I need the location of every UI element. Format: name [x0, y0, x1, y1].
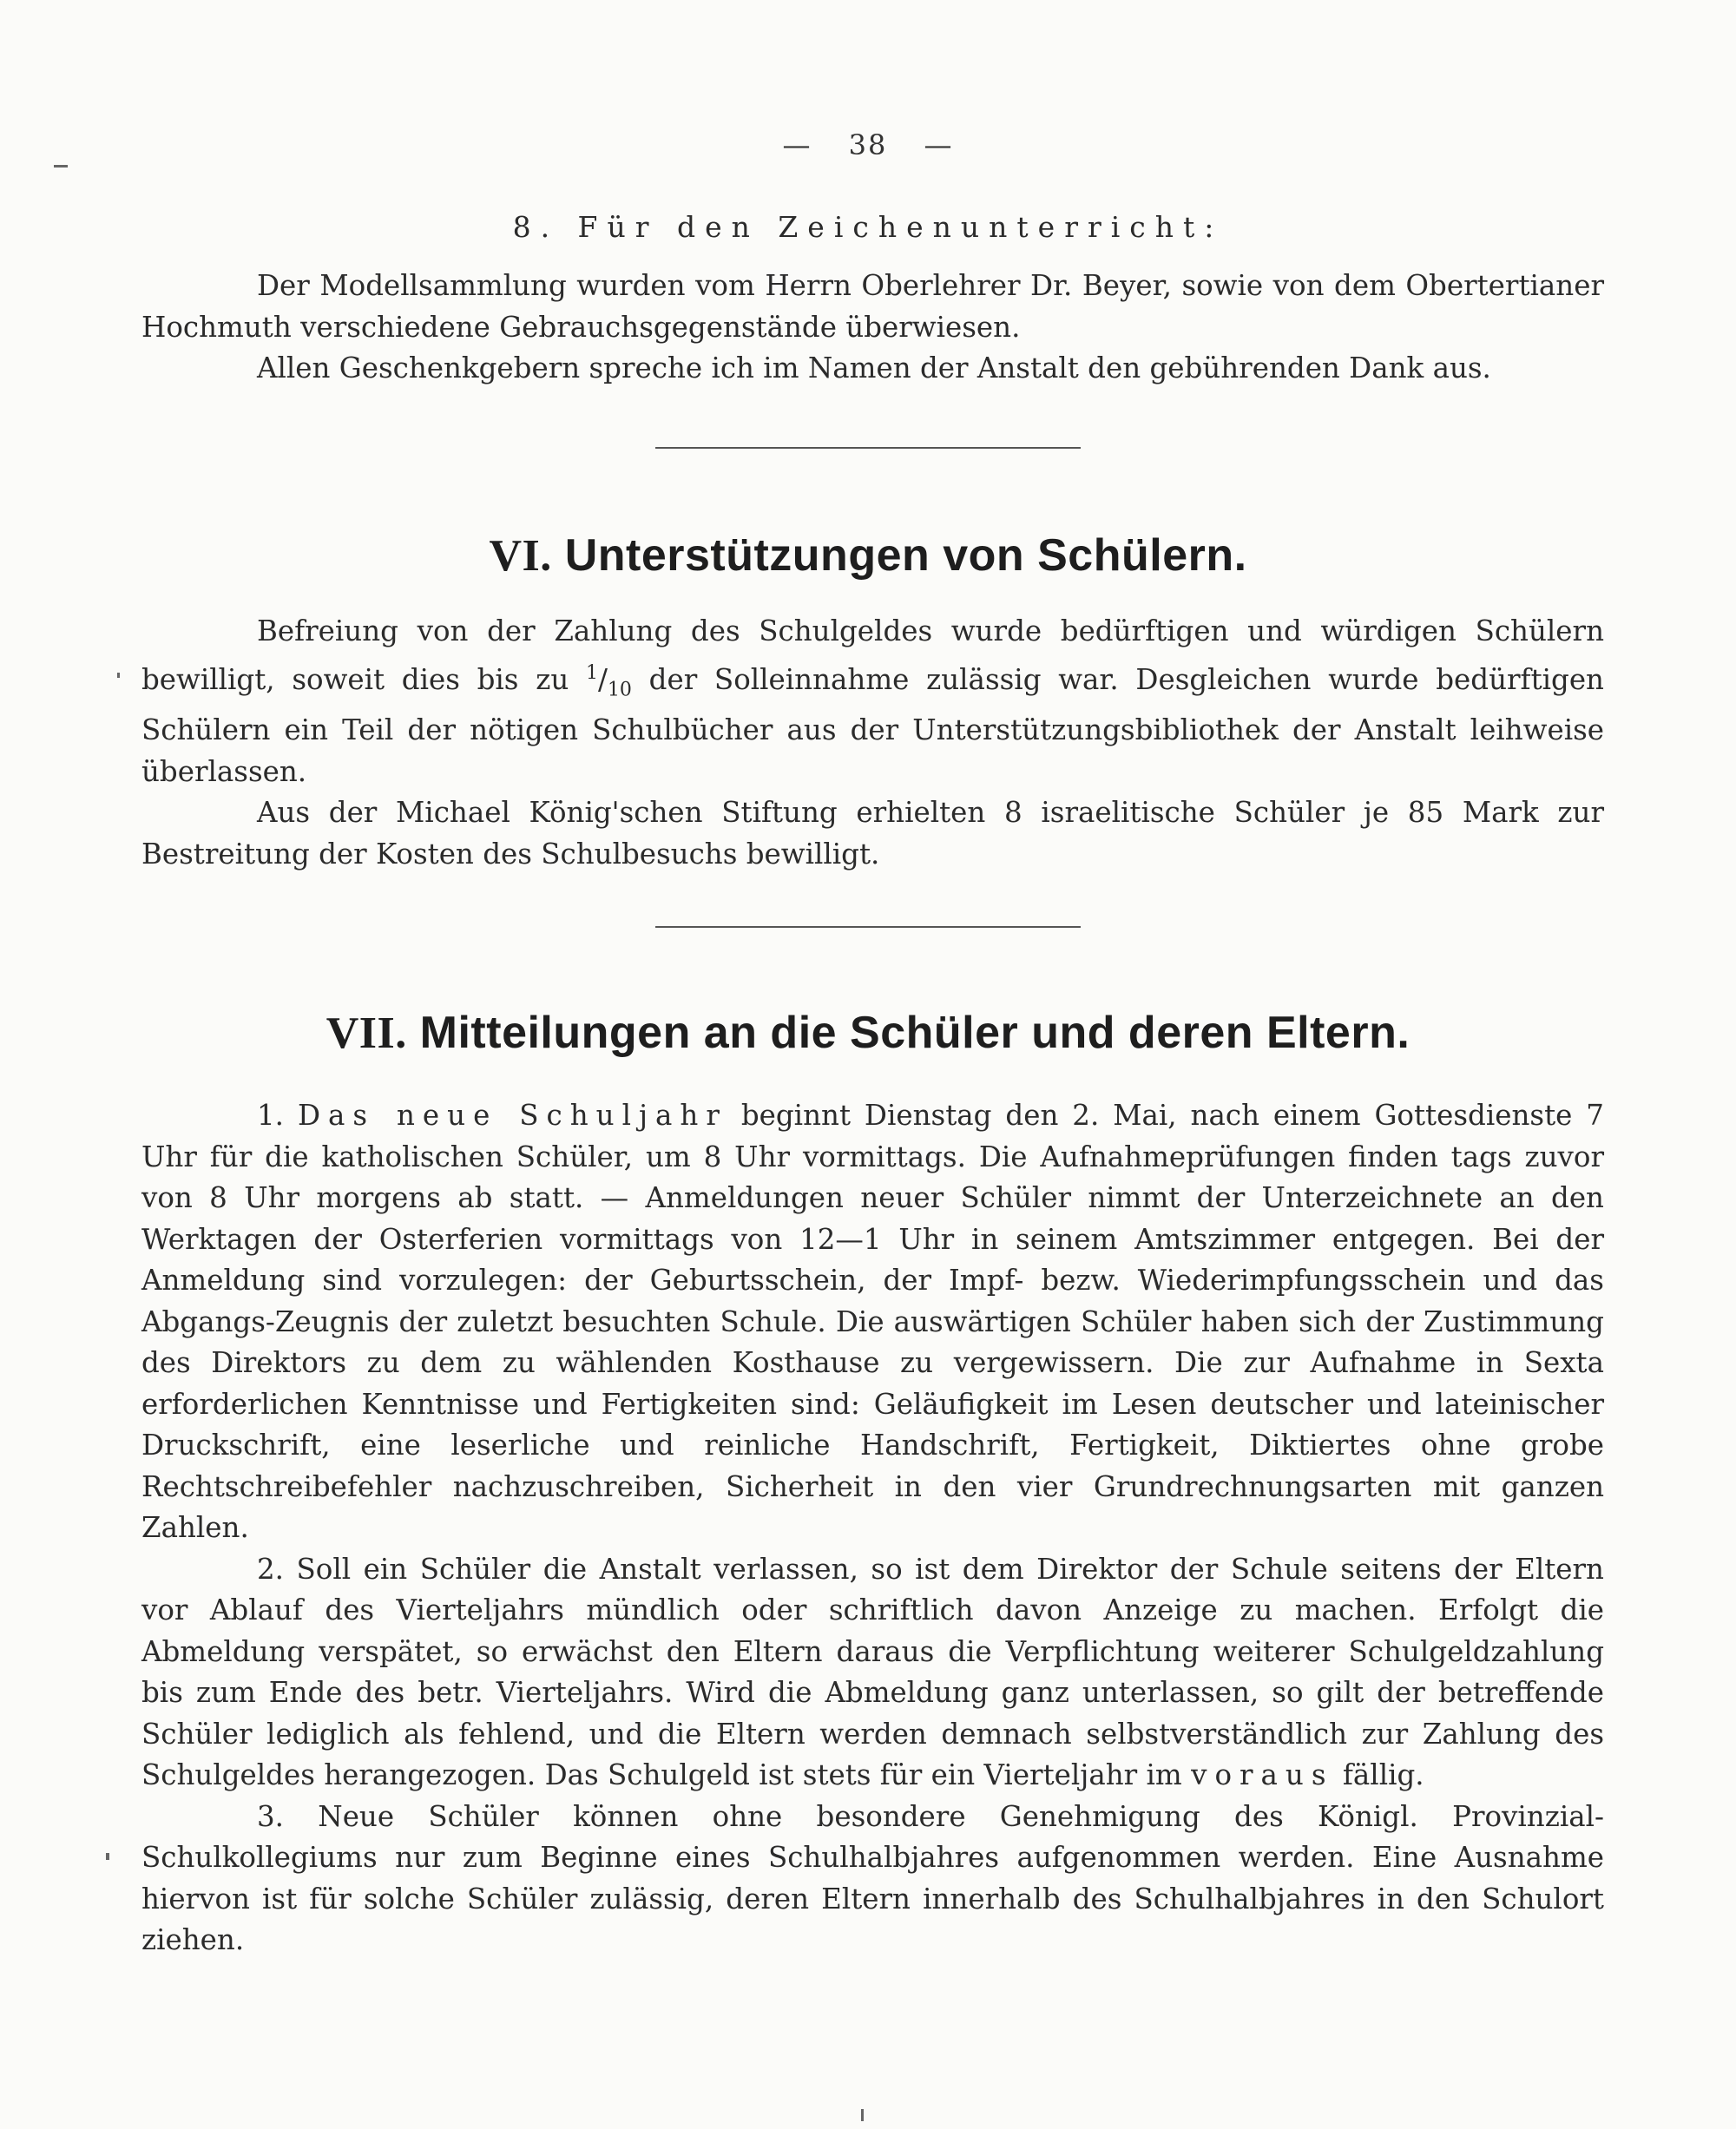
section-vii-item-3: 3. Neue Schüler können ohne besondere Genehmigung des Königl. Provinzial-Schulkollegiums nur zum Beginne eines Schulhalbjahres aufgenommen werden. Eine Ausnahme hiervon ist für solche Schüler zulässig, deren Eltern innerhalb des Schulhalbjahres in den Schulort ziehen.	[141, 1799, 1604, 1956]
section-vii-title: Mitteilungen an die Schüler und deren Eltern.	[419, 1008, 1410, 1058]
section-vii-body	[141, 1095, 1604, 1961]
section-vi-body	[141, 611, 1604, 875]
drawing-paragraph-1: Der Modellsammlung wurden vom Herrn Oberlehrer Dr. Beyer, sowie von dem Obertertianer Hochmuth verschiedene Gebrauchsgegenstände überwiesen.	[141, 269, 1604, 344]
section-vi-number: VI.	[489, 531, 552, 581]
separator-rule-2	[655, 926, 1081, 928]
item-1-text: beginnt Dienstag den 2. Mai, nach einem Gottesdienste 7 Uhr für die katholischen Schüler, um 8 Uhr vormittags. Die Aufnahmeprüfungen finden tags zuvor von 8 Uhr morgens ab statt. — Anmeldungen neuer Schüler nimmt der Unterzeichnete an den Werktagen der Osterferien vormittags von 12—1 Uhr in seinem Amtszimmer entgegen. Bei der Anmeldung sind vorzulegen: der Geburtsschein, der Impf- bezw. Wiederimpfungsschein und das Abgangs-Zeugnis der zuletzt besuchten Schule. Die auswärtigen Schüler haben sich der Zustimmung des Direktors zu dem zu wählenden Kosthause zu vergewissern. Die zur Aufnahme in Sexta erforderlichen Kenntnisse und Fertigkeiten sind: Geläufigkeit im Lesen deutscher und lateinischer Druckschrift, eine leserliche und reinliche Handschrift, Fertigkeit, Diktiertes ohne grobe Rechtschreibefehler nachzuschreiben, Sicherheit in den vier Grundrechnungsarten mit ganzen Zahlen.	[141, 1099, 1604, 1544]
section-vii-number: VII.	[326, 1009, 407, 1058]
item-2-text: 2. Soll ein Schüler die Anstalt verlassen, so ist dem Direktor der Schule seitens der Eltern vor Ablauf des Vierteljahrs mündlich oder schriftlich davon Anzeige zu machen. Erfolgt die Abmeldung verspätet, so erwächst den Eltern daraus die Verpflichtung weiterer Schulgeldzahlung bis zum Ende des betr. Vierteljahrs. Wird die Abmeldung ganz unterlassen, so gilt der betreffende Schüler lediglich als fehlend, und die Eltern werden demnach selbstverständlich zur Zahlung des Schulgeldes herangezogen. Das Schulgeld ist stets für ein Vierteljahr im	[141, 1552, 1604, 1791]
separator-rule-1	[655, 447, 1081, 449]
item-2-spaced-term: voraus	[1191, 1758, 1334, 1791]
scan-mark	[106, 1853, 109, 1860]
section-vii-heading	[0, 1007, 1736, 1059]
drawing-section-heading: 8. Für den Zeichenunterricht:	[512, 210, 1224, 244]
drawing-paragraph-2: Allen Geschenkgebern spreche ich im Namen der Anstalt den gebührenden Dank aus.	[257, 352, 1491, 384]
item-1-number: 1.	[257, 1099, 285, 1132]
section-vi-title: Unterstützungen von Schülern.	[564, 530, 1247, 581]
section-vi-paragraph-2: Aus der Michael König'schen Stiftung erhielten 8 israelitische Schüler je 85 Mark zur Bestreitung der Kosten des Schulbesuchs bewilligt.	[141, 796, 1604, 871]
fraction-denominator: 10	[607, 678, 632, 700]
item-2-end: fällig.	[1342, 1758, 1424, 1791]
page-number: — 38 —	[782, 128, 954, 161]
section-vii-item-2	[141, 1549, 1604, 1797]
drawing-section-body	[141, 266, 1604, 390]
section-vi-p1-end: der Solleinnahme zulässig war. Desgleichen wurde bedürftigen Schülern ein Teil der nötigen Schulbücher aus der Unterstützungsbibliothek der Anstalt leihweise überlassen.	[141, 662, 1604, 788]
section-vi-paragraph-1: Befreiung von der Zahlung des Schulgeldes wurde bedürftigen und würdigen Schülern bewilligt, soweit dies bis zu $^1/_{10}$ der Solleinnahme zulässig war. Desgleichen wurde bedürftigen Schülern ein Teil der nötigen Schulbücher aus der Unterstützungsbibliothek der Anstalt leihweise überlassen.	[141, 614, 1604, 788]
fraction-numerator: 1	[585, 661, 598, 684]
section-vii-item-1	[141, 1095, 1604, 1549]
scan-mark	[54, 165, 68, 168]
section-vi-heading	[0, 529, 1736, 582]
item-1-spaced-term: Das neue Schuljahr	[297, 1099, 727, 1132]
section-vi-p1-start: Befreiung von der Zahlung des Schulgeldes wurde bedürftigen und würdigen Schülern bewilligt, soweit dies bis zu	[141, 614, 1604, 696]
scan-mark	[861, 2109, 864, 2121]
scan-mark	[117, 673, 120, 678]
